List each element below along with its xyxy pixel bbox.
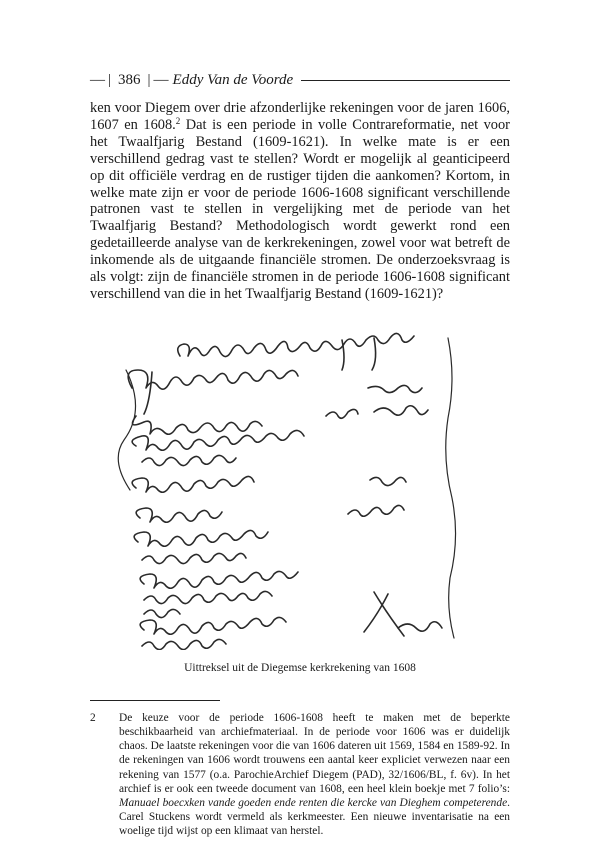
header-dash: — (90, 72, 105, 88)
figure-caption: Uittreksel uit de Diegemse kerkrekening van 1608 (184, 662, 416, 674)
footnote-title: Manuael boecxken vande goeden ende renten die kercke van Dieghem competerende (119, 796, 508, 809)
handwritten-manuscript-image (112, 328, 492, 650)
footnote-number: 2 (90, 712, 96, 724)
page-number: 386 (118, 72, 141, 88)
running-author: Eddy Van de Voorde (172, 72, 294, 88)
body-text-part: Dat is een periode in volle Contrareformatie, net voor het Twaalfjarig Bestand (1609-1621). In welke mate is er een verschillend gedrag vast te stellen? Wordt er mogelijk al geanticipeerd op dit officiële verdrag en de rustiger tijden die aankomen? Kortom, in welke mate zijn er voor de periode 1606-1608 significant verschillende patronen vast te stellen in vergelijking met de periode van het Twaalfjarig Bestand? Methodologisch wordt gewerkt rond een gedetailleerde analyse van de kerkrekeningen, zowel voor wat betreft de inkomende als de uitgaande financiële stromen. De onderzoeksvraag is als volgt: zijn de financiële stromen in de periode 1606-1608 significant verschillend van die in het Twaalfjarig Bestand (1609-1621)? (90, 116, 510, 302)
footnote-separator (90, 700, 220, 701)
manuscript-figure (112, 328, 492, 650)
body-text-part: ken voor Diegem over drie afzonderlijke rekeningen voor de jaren 1606, 1607 en 1608. (90, 100, 510, 133)
footnote-text (119, 711, 510, 838)
header-separator: | (147, 72, 151, 88)
header-dash: — (153, 72, 169, 88)
running-header (90, 72, 510, 89)
header-separator: | (108, 72, 112, 88)
footnote-reference: 2 (175, 115, 181, 126)
header-rule (301, 80, 510, 81)
footnote-text-part: . Carel Stuckens wordt vermeld als kerkmeester. Een nieuwe inventarisatie na een woelige tijd wijst op een klimaat van herstel. (119, 796, 510, 838)
body-paragraph (90, 100, 510, 303)
footnote-text-part: De keuze voor de periode 1606-1608 heeft te maken met de beperkte beschikbaarheid van archiefmateriaal. In de periode voor 1606 was er duidelijk chaos. De laatste rekeningen voor die van 1606 dateren uit 1569, 1584 en 1589-92. In de rekeningen van 1606 wordt trouwens een aantal keer expliciet verwezen naar een rekening van 1577 (o.a. ParochieArchief Diegem (PAD), 32/1606/BL, f. 6v). In het archief is er ook een tweede document van 1608, een heel klein boekje met 7 folio’s: (119, 712, 510, 795)
footnote (90, 711, 510, 838)
